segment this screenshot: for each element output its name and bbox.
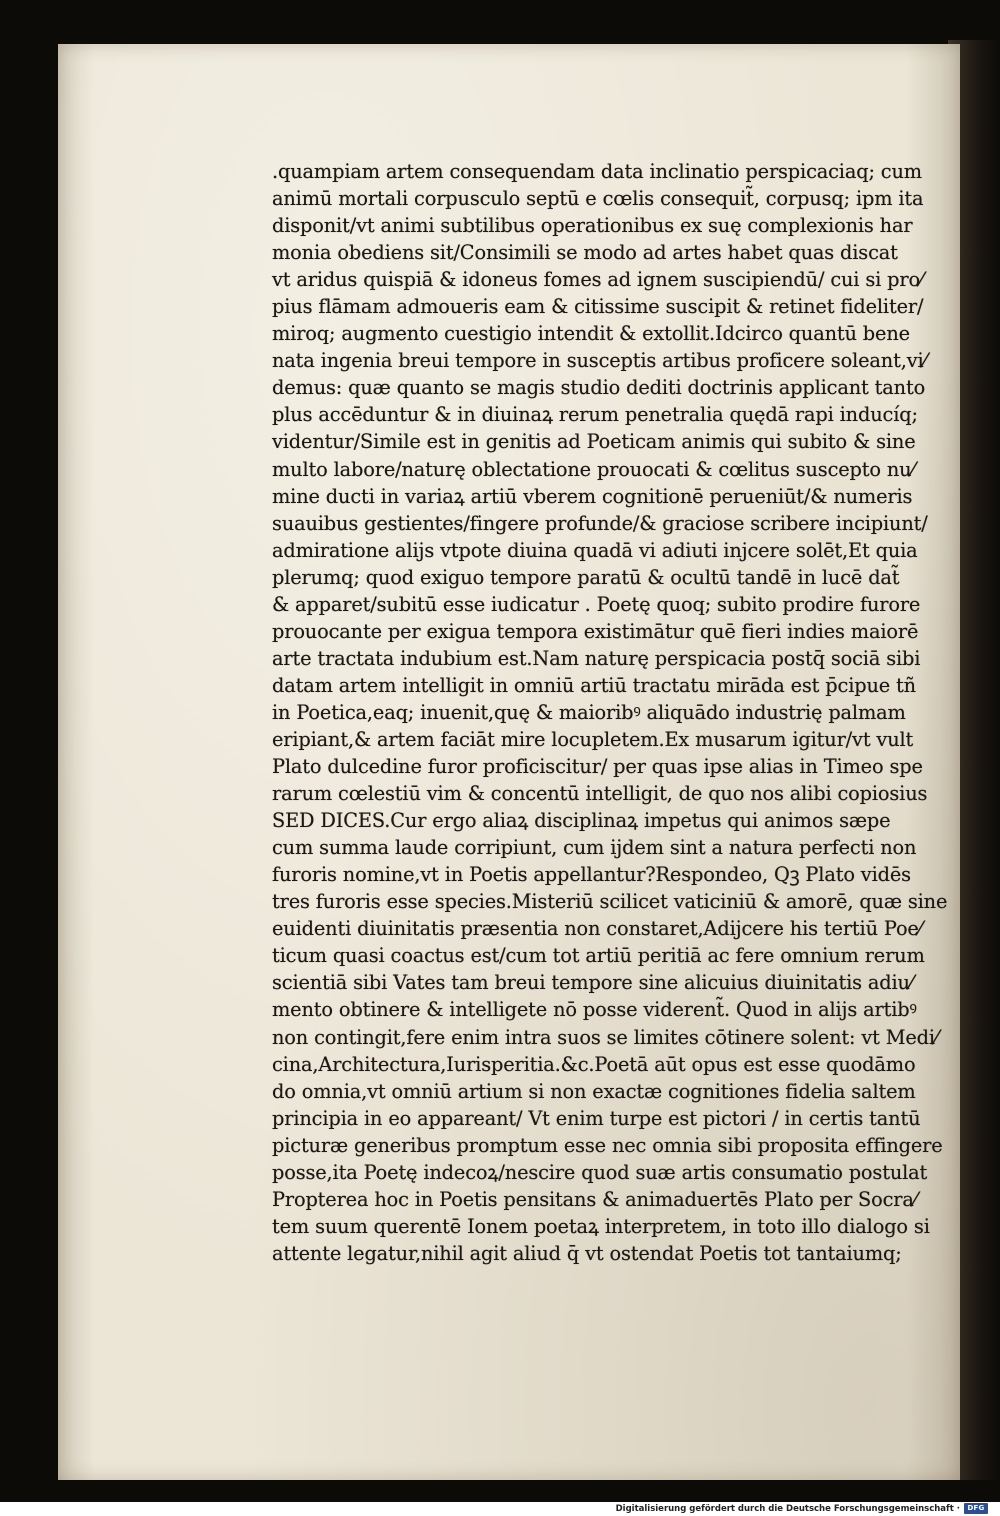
text-line: cina,Architectura,Iurisperitia.&c.Poetā aūt opus est esse quodāmo [272,1052,916,1076]
text-line: do omnia,vt omniū artium si non exactæ cognitiones fidelia saltem [272,1079,916,1103]
text-line: .quampiam artem consequendam data inclinatio perspicaciaq; cum [272,160,922,183]
text-line: admiratione alijs vtpote diuina quadā vi adiuti injcere solēt,Et quia [272,538,918,562]
text-line: mine ducti in variaꝝ artiū vberem cognitionē perueniūt/& numeris [272,484,913,508]
text-line: ticum quasi coactus est/cum tot artiū peritiā ac fere omnium rerum [272,944,925,968]
text-line: in Poetica,eaq; inuenit,quę & maioribꝰ aliquādo industrię palmam [272,700,906,724]
text-line: plerumq; quod exiguo tempore paratū & ocultū tandē in lucē dat̃ [272,565,900,589]
text-line: suauibus gestientes/fingere profunde/& graciose scribere incipiunt/ [272,511,928,535]
text-line: multo labore/naturę oblectatione prouocati & cœlitus suscepto nu⁄ [272,457,915,481]
page-text [272,158,952,1267]
text-line: eripiant,& artem faciāt mire locupletem.Ex musarum igitur/vt vult [272,727,914,751]
text-line: & apparet/subitū esse iudicatur . Poetę quoq; subito prodire furore [272,592,921,616]
text-line: disponit/vt animi subtilibus operationibus ex suę complexionis har [272,214,913,238]
text-line: non contingit,fere enim intra suos se limites cōtinere solent: vt Medi⁄ [272,1025,939,1049]
text-line: principia in eo appareant/ Vt enim turpe est pictori / in certis tantū [272,1106,921,1130]
text-line: mento obtinere & intelligete nō posse viderent̃. Quod in alijs artibꝰ [272,998,917,1022]
dfg-logo: DFG [964,1503,988,1514]
text-line: cum summa laude corripiunt, cum ijdem sint a natura perfecti non [272,836,917,860]
text-line: rarum cœlestiū vim & concentū intelligit, de quo nos alibi copiosius [272,782,928,806]
text-line: euidenti diuinitatis præsentia non constaret,Adijcere his tertiū Poe⁄ [272,917,922,941]
text-line: Propterea hoc in Poetis pensitans & animaduertēs Plato per Socra⁄ [272,1187,917,1211]
text-line: demus: quæ quanto se magis studio dediti doctrinis applicant tanto [272,376,926,400]
text-line: tres furoris esse species.Misteriū scilicet vaticiniū & amorē, quæ sine [272,890,948,914]
text-line: pius flāmam admoueris eam & citissime suscipit & retinet fideliter/ [272,295,924,319]
digitization-credit: Digitalisierung gefördert durch die Deutsche Forschungsgemeinschaft · [615,1504,960,1514]
text-line: picturæ generibus promptum esse nec omnia sibi proposita effingere [272,1133,943,1157]
text-line: tem suum querentē Ionem poetaꝝ interpretem, in toto illo dialogo si [272,1214,930,1238]
text-line: videntur/Simile est in genitis ad Poeticam animis qui subito & sine [272,430,916,454]
text-line: monia obediens sit/Consimili se modo ad artes habet quas discat [272,241,898,265]
text-line: SED DICES.Cur ergo aliaꝝ disciplinaꝝ impetus qui animos sæpe [272,809,891,833]
text-line: posse,ita Poetę indecoꝝ/nescire quod suæ artis consumatio postulat [272,1160,928,1184]
text-line: prouocante per exigua tempora existimātur quē fieri indies maiorē [272,619,919,643]
text-line: plus accēduntur & in diuinaꝝ rerum penetralia quędā rapi inducíq; [272,403,918,427]
text-line: attente legatur,nihil agit aliud q̄ vt ostendat Poetis tot tantaiumq; [272,1241,902,1265]
text-line: datam artem intelligit in omniū artiū tractatu mirāda est p̄cipue tñ [272,673,916,697]
text-line: furoris nomine,vt in Poetis appellantur?Respondeo, Qꝫ Plato vidēs [272,863,911,887]
text-line: scientiā sibi Vates tam breui tempore sine alicuius diuinitatis adiu⁄ [272,971,913,995]
text-line: animū mortali corpusculo septū e cœlis consequit̃, corpusq; ipm ita [272,187,924,211]
text-line: vt aridus quispiā & idoneus fomes ad ignem suscipiendū/ cui si pro⁄ [272,268,924,292]
text-line: arte tractata indubium est.Nam naturę perspicacia postq̄ sociā sibi [272,646,921,670]
text-line: Plato dulcedine furor proficiscitur/ per quas ipse alias in Timeo spe [272,755,923,779]
text-line: miroq; augmento cuestigio intendit & extollit.Idcirco quantū bene [272,322,910,346]
text-line: nata ingenia breui tempore in susceptis artibus proficere soleant,vi⁄ [272,349,927,373]
